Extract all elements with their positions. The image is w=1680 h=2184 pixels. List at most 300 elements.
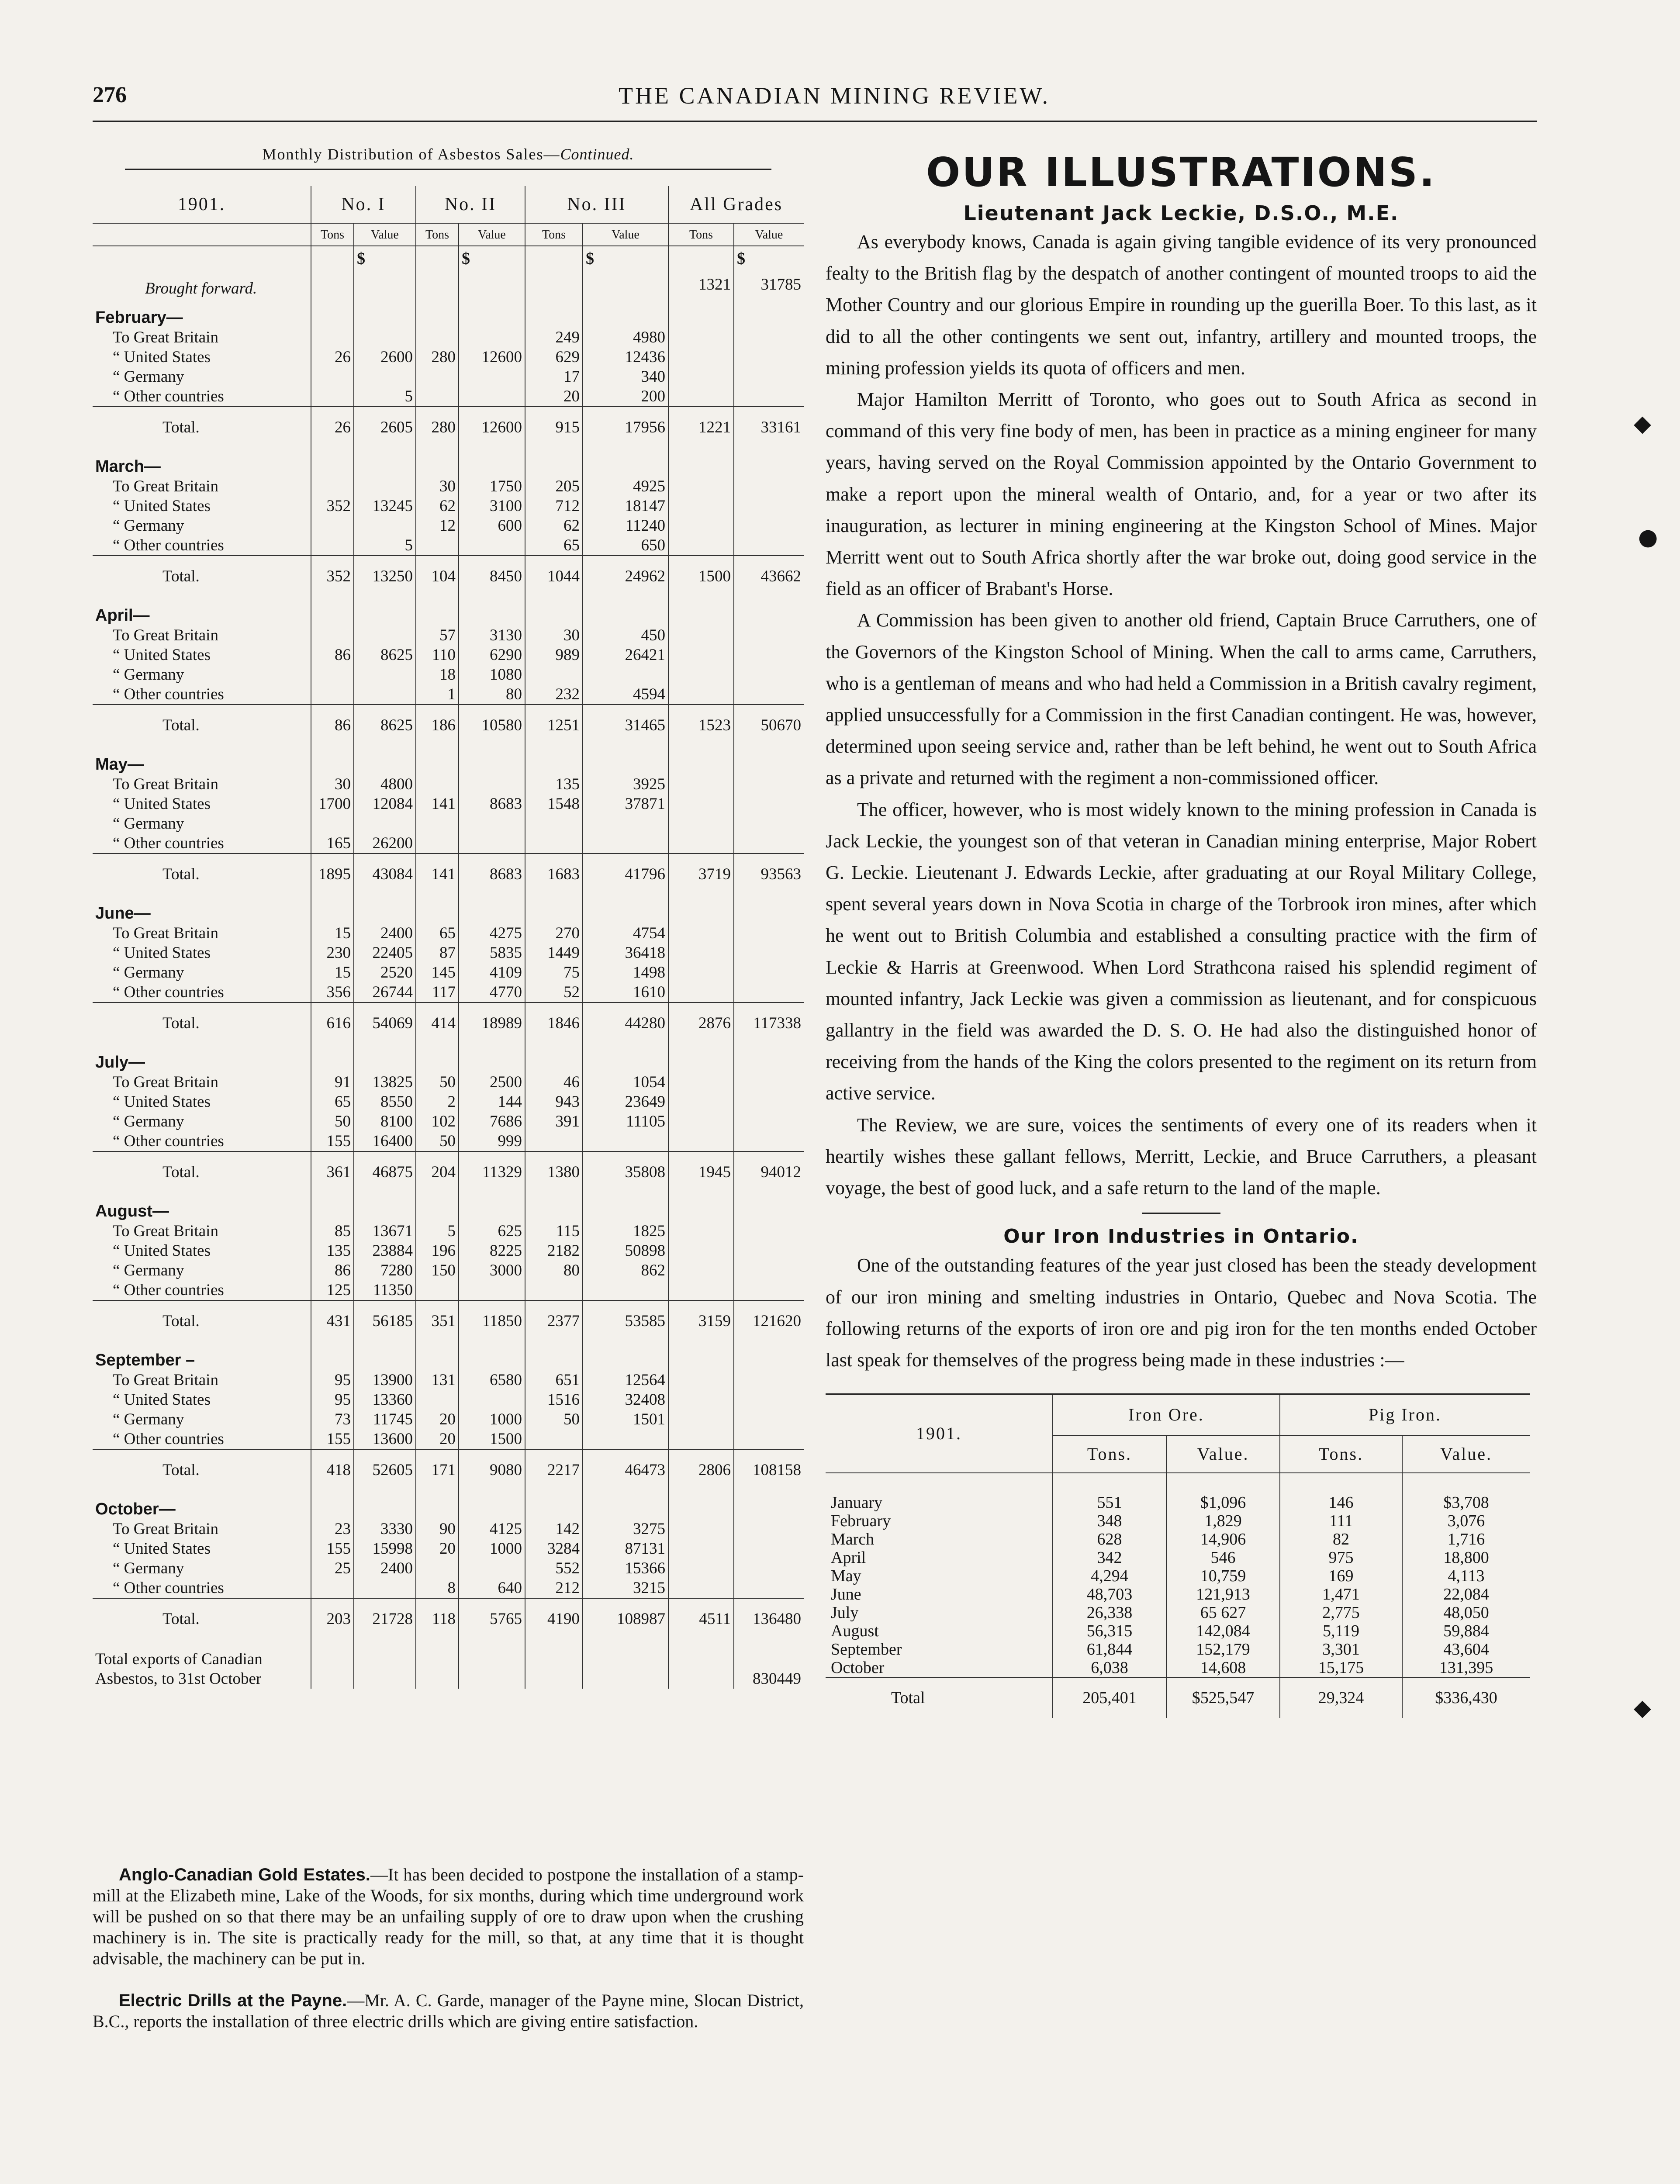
- total-cell: 8450: [459, 556, 525, 596]
- month-label: September: [831, 1640, 902, 1659]
- total-cell: 1221: [668, 407, 734, 447]
- empty-cell: [668, 1043, 734, 1072]
- total-cell: 50670: [734, 705, 804, 745]
- table-cell: $1,096: [1166, 1493, 1280, 1512]
- total-cell: 1945: [668, 1151, 734, 1192]
- destination-label: To Great Britain: [113, 1371, 218, 1389]
- table-cell: 80: [525, 1261, 583, 1280]
- empty-cell: [734, 774, 804, 794]
- destination-label: “ Other countries: [113, 1132, 224, 1150]
- total-cell: 1251: [525, 705, 583, 745]
- table-cell: [459, 1559, 525, 1578]
- table-cell: 62: [525, 516, 583, 536]
- destination-label: “ United States: [113, 348, 211, 366]
- table-cell: 342: [1053, 1548, 1166, 1567]
- table-cell: 20: [525, 387, 583, 407]
- table-cell: 551: [1053, 1493, 1166, 1512]
- total-cell: 4190: [525, 1598, 583, 1639]
- table-cell: [583, 665, 668, 684]
- empty-cell: [525, 745, 583, 774]
- table-cell: 22405: [354, 943, 416, 963]
- total-row: [93, 407, 804, 447]
- total-cell: 1380: [525, 1151, 583, 1192]
- empty-cell: [734, 1221, 804, 1241]
- total-cell: 3159: [668, 1300, 734, 1341]
- total-cell: 46875: [354, 1151, 416, 1192]
- total-cell: 280: [416, 407, 459, 447]
- subheader: Tons: [525, 223, 583, 246]
- empty-cell: [734, 1539, 804, 1559]
- total-cell: 915: [525, 407, 583, 447]
- empty-cell: [734, 982, 804, 1002]
- total-cell: 108987: [583, 1598, 668, 1639]
- table-cell: [583, 1429, 668, 1449]
- table-row: [826, 1512, 1530, 1530]
- table-cell: 352: [311, 496, 354, 516]
- empty-cell: [734, 328, 804, 347]
- total-row: [93, 556, 804, 596]
- total-cell: 118: [416, 1598, 459, 1639]
- empty-cell: [459, 1639, 525, 1689]
- empty-cell: [734, 387, 804, 407]
- empty-cell: [525, 1490, 583, 1519]
- total-row: [93, 854, 804, 894]
- dollar-row: [93, 246, 804, 271]
- table-cell: 3130: [459, 625, 525, 645]
- table-cell: 1,829: [1166, 1512, 1280, 1530]
- table-cell: [354, 684, 416, 705]
- empty-cell: [668, 745, 734, 774]
- table-cell: 629: [525, 347, 583, 367]
- iron-subheader: Tons.: [1053, 1435, 1166, 1473]
- iron-heading: Our Iron Industries in Ontario.: [1003, 1225, 1359, 1248]
- empty-cell: [734, 477, 804, 496]
- page-number: 276: [93, 83, 127, 107]
- empty-cell: [668, 1370, 734, 1390]
- table-row: [93, 387, 804, 407]
- empty-cell: [311, 1341, 354, 1370]
- total-cell: 2806: [668, 1449, 734, 1490]
- empty-cell: [583, 745, 668, 774]
- empty-cell: [734, 794, 804, 814]
- table-cell: 2,775: [1280, 1603, 1402, 1622]
- month-row: [93, 745, 804, 774]
- table-cell: 3,076: [1402, 1512, 1530, 1530]
- table-cell: 13360: [354, 1390, 416, 1410]
- table-cell: [354, 814, 416, 833]
- month-label: January: [831, 1493, 883, 1512]
- empty-cell: [734, 1131, 804, 1151]
- total-label: Total.: [93, 1151, 311, 1192]
- table-cell: 36418: [583, 943, 668, 963]
- subheader: Tons: [416, 223, 459, 246]
- destination-label: “ Germany: [113, 1261, 184, 1279]
- table-row: [93, 1370, 804, 1390]
- empty-cell: [734, 963, 804, 982]
- destination-label: “ United States: [113, 795, 211, 813]
- table-cell: 1500: [459, 1429, 525, 1449]
- table-cell: [416, 387, 459, 407]
- empty-cell: [354, 596, 416, 625]
- destination-label: “ Other countries: [113, 536, 224, 554]
- table-cell: 12084: [354, 794, 416, 814]
- total-cell: 54069: [354, 1002, 416, 1043]
- table-cell: 87131: [583, 1539, 668, 1559]
- empty-cell: [668, 982, 734, 1002]
- table-cell: [416, 1280, 459, 1300]
- total-cell: 8625: [354, 705, 416, 745]
- table-cell: 25: [311, 1559, 354, 1578]
- blank-subheader: [93, 223, 311, 246]
- total-cell: 1683: [525, 854, 583, 894]
- empty-cell: [668, 328, 734, 347]
- total-label: Total.: [93, 1598, 311, 1639]
- table-row: [93, 367, 804, 387]
- destination-label: “ United States: [113, 1540, 211, 1558]
- table-cell: 4,294: [1053, 1567, 1166, 1585]
- table-cell: 59,884: [1402, 1622, 1530, 1640]
- empty-cell: [416, 271, 459, 298]
- table-cell: 862: [583, 1261, 668, 1280]
- table-cell: 48,703: [1053, 1585, 1166, 1603]
- empty-cell: [826, 1473, 1053, 1493]
- total-cell: 352: [311, 556, 354, 596]
- empty-cell: [668, 1261, 734, 1280]
- table-cell: [416, 536, 459, 556]
- table-cell: 1548: [525, 794, 583, 814]
- empty-cell: [416, 894, 459, 923]
- table-cell: [416, 367, 459, 387]
- table-cell: 1610: [583, 982, 668, 1002]
- empty-cell: [459, 1043, 525, 1072]
- table-cell: 3925: [583, 774, 668, 794]
- dollar-sign: $: [583, 246, 668, 271]
- empty-cell: [734, 833, 804, 854]
- empty-cell: [734, 1578, 804, 1598]
- table-cell: 146: [1280, 1493, 1402, 1512]
- destination-label: “ Other countries: [113, 685, 224, 703]
- table-cell: 6,038: [1053, 1659, 1166, 1677]
- table-cell: 546: [1166, 1548, 1280, 1567]
- table-cell: 5: [354, 387, 416, 407]
- table-cell: 80: [459, 684, 525, 705]
- total-cell: 26: [311, 407, 354, 447]
- table-cell: [354, 1578, 416, 1598]
- table-cell: 23: [311, 1519, 354, 1539]
- table-cell: 200: [583, 387, 668, 407]
- table-row: [93, 982, 804, 1002]
- table-cell: 50: [416, 1131, 459, 1151]
- table-cell: [416, 328, 459, 347]
- table-cell: 142: [525, 1519, 583, 1539]
- destination-label: To Great Britain: [113, 775, 218, 793]
- total-cell: 1846: [525, 1002, 583, 1043]
- empty-cell: [459, 1192, 525, 1221]
- table-cell: 1054: [583, 1072, 668, 1092]
- empty-cell: [668, 1072, 734, 1092]
- section-rule: [1142, 1213, 1220, 1214]
- table-cell: 145: [416, 963, 459, 982]
- total-cell: 11329: [459, 1151, 525, 1192]
- table-cell: 5: [416, 1221, 459, 1241]
- table-cell: 1: [416, 684, 459, 705]
- table-cell: [416, 774, 459, 794]
- table-cell: 4,113: [1402, 1567, 1530, 1585]
- table-cell: [459, 536, 525, 556]
- empty-cell: [668, 665, 734, 684]
- total-label: Total.: [93, 556, 311, 596]
- month-label: September –: [95, 1351, 195, 1369]
- table-cell: 30: [525, 625, 583, 645]
- total-row: [93, 1002, 804, 1043]
- empty-cell: [525, 298, 583, 328]
- empty-cell: [1402, 1473, 1530, 1493]
- empty-cell: [668, 1410, 734, 1429]
- table-row: [93, 665, 804, 684]
- empty-cell: [668, 794, 734, 814]
- table-cell: 65: [525, 536, 583, 556]
- table-row: [93, 347, 804, 367]
- table-cell: 65: [416, 923, 459, 943]
- subheader: Value: [734, 223, 804, 246]
- empty-cell: [416, 1043, 459, 1072]
- table-row: [93, 1559, 804, 1578]
- destination-label: To Great Britain: [113, 1222, 218, 1240]
- iron-subheader: Tons.: [1280, 1435, 1402, 1473]
- total-cell: 351: [416, 1300, 459, 1341]
- table-cell: 196: [416, 1241, 459, 1261]
- table-row: [826, 1585, 1530, 1603]
- table-row: [93, 1578, 804, 1598]
- total-row: [826, 1677, 1530, 1718]
- destination-label: To Great Britain: [113, 1073, 218, 1091]
- empty-cell: [525, 1043, 583, 1072]
- table-cell: 155: [311, 1539, 354, 1559]
- total-cell: 35808: [583, 1151, 668, 1192]
- table-cell: 16400: [354, 1131, 416, 1151]
- destination-label: “ Germany: [113, 1559, 184, 1577]
- dollar-sign: $: [354, 246, 416, 271]
- total-cell: 31465: [583, 705, 668, 745]
- month-label: August: [831, 1622, 879, 1641]
- empty-cell: [93, 246, 311, 271]
- table-cell: 46: [525, 1072, 583, 1092]
- table-cell: 2: [416, 1092, 459, 1112]
- month-label: May: [831, 1567, 861, 1586]
- pig-iron-header: Pig Iron.: [1280, 1394, 1530, 1436]
- table-cell: 230: [311, 943, 354, 963]
- group-header-all: All Grades: [668, 186, 804, 223]
- table-row: [93, 536, 804, 556]
- table-cell: [311, 328, 354, 347]
- destination-label: “ Germany: [113, 517, 184, 535]
- empty-cell: [354, 1192, 416, 1221]
- total-row: [93, 1449, 804, 1490]
- table-cell: 20: [416, 1429, 459, 1449]
- table-cell: 989: [525, 645, 583, 665]
- table-cell: 75: [525, 963, 583, 982]
- table-cell: [354, 328, 416, 347]
- note-title: Anglo-Canadian Gold Estates.: [119, 1865, 370, 1884]
- table-cell: 600: [459, 516, 525, 536]
- total-cell: 616: [311, 1002, 354, 1043]
- empty-cell: [734, 923, 804, 943]
- empty-cell: [583, 1192, 668, 1221]
- destination-label: “ Other countries: [113, 1579, 224, 1597]
- month-label: February: [831, 1512, 891, 1531]
- empty-cell: [734, 1112, 804, 1131]
- table-cell: 26744: [354, 982, 416, 1002]
- table-cell: 15,175: [1280, 1659, 1402, 1677]
- empty-cell: [734, 1241, 804, 1261]
- total-cell: 108158: [734, 1449, 804, 1490]
- table-row: [93, 774, 804, 794]
- table-cell: 625: [459, 1221, 525, 1241]
- empty-cell: [734, 814, 804, 833]
- month-row: [93, 298, 804, 328]
- table-cell: [525, 1131, 583, 1151]
- empty-cell: [668, 1092, 734, 1112]
- table-cell: 348: [1053, 1512, 1166, 1530]
- table-cell: 85: [311, 1221, 354, 1241]
- table-cell: 1750: [459, 477, 525, 496]
- table-cell: 4754: [583, 923, 668, 943]
- empty-cell: [668, 1221, 734, 1241]
- table-cell: 3284: [525, 1539, 583, 1559]
- total-cell: 5765: [459, 1598, 525, 1639]
- empty-cell: [734, 516, 804, 536]
- empty-cell: [734, 298, 804, 328]
- brought-forward-label: Brought forward.: [145, 280, 257, 297]
- month-label: February—: [95, 308, 183, 327]
- total-cell: 41796: [583, 854, 668, 894]
- table-row: [826, 1567, 1530, 1585]
- table-cell: 125: [311, 1280, 354, 1300]
- note-electric-drills: [93, 1990, 804, 2032]
- group-header-no3: No. III: [525, 186, 668, 223]
- table-cell: 1449: [525, 943, 583, 963]
- empty-cell: [668, 774, 734, 794]
- table-cell: 4109: [459, 963, 525, 982]
- table-cell: 943: [525, 1092, 583, 1112]
- total-cell: 1500: [668, 556, 734, 596]
- table-cell: 95: [311, 1370, 354, 1390]
- empty-cell: [734, 665, 804, 684]
- table-cell: 26: [311, 347, 354, 367]
- total-label: Total.: [93, 854, 311, 894]
- table-cell: 280: [416, 347, 459, 367]
- table-row: [93, 1410, 804, 1429]
- table-cell: 11745: [354, 1410, 416, 1429]
- empty-cell: [734, 536, 804, 556]
- empty-cell: [459, 447, 525, 477]
- destination-label: “ United States: [113, 944, 211, 962]
- total-cell: 117338: [734, 1002, 804, 1043]
- table-cell: 3275: [583, 1519, 668, 1539]
- table-cell: 135: [525, 774, 583, 794]
- total-cell: 46473: [583, 1449, 668, 1490]
- iron-subheader: Value.: [1402, 1435, 1530, 1473]
- table-cell: 8683: [459, 794, 525, 814]
- table-cell: 50: [416, 1072, 459, 1092]
- table-cell: 2400: [354, 1559, 416, 1578]
- total-cell: 205,401: [1053, 1677, 1166, 1718]
- iron-table-body: [826, 1473, 1530, 1718]
- month-label: April—: [95, 606, 150, 625]
- table-cell: 13825: [354, 1072, 416, 1092]
- empty-cell: [416, 246, 459, 271]
- total-cell: 8683: [459, 854, 525, 894]
- empty-cell: [668, 1390, 734, 1410]
- table-row: [93, 1221, 804, 1241]
- empty-cell: [583, 596, 668, 625]
- table-cell: 1321: [668, 271, 734, 298]
- total-cell: 11850: [459, 1300, 525, 1341]
- empty-cell: [583, 1490, 668, 1519]
- empty-cell: [416, 1192, 459, 1221]
- total-cell: 2605: [354, 407, 416, 447]
- total-cell: 53585: [583, 1300, 668, 1341]
- table-cell: 4770: [459, 982, 525, 1002]
- table-cell: 232: [525, 684, 583, 705]
- table-row: [826, 1659, 1530, 1677]
- total-cell: 2377: [525, 1300, 583, 1341]
- table-cell: 712: [525, 496, 583, 516]
- article-title: OUR ILLUSTRATIONS.: [926, 149, 1436, 196]
- table-cell: [311, 625, 354, 645]
- table-row: [93, 1539, 804, 1559]
- destination-label: “ Other countries: [113, 1430, 224, 1448]
- empty-cell: [525, 1192, 583, 1221]
- table-cell: [416, 833, 459, 854]
- empty-cell: [583, 1043, 668, 1072]
- empty-cell: [525, 894, 583, 923]
- empty-cell: [734, 684, 804, 705]
- table-row: [93, 814, 804, 833]
- total-cell: 93563: [734, 854, 804, 894]
- destination-label: To Great Britain: [113, 328, 218, 346]
- empty-cell: [668, 963, 734, 982]
- empty-cell: [668, 536, 734, 556]
- month-row: [93, 894, 804, 923]
- table-cell: [311, 477, 354, 496]
- empty-cell: [668, 347, 734, 367]
- table-cell: [459, 387, 525, 407]
- empty-cell: [354, 1043, 416, 1072]
- table-cell: 13671: [354, 1221, 416, 1241]
- year-header: 1901.: [93, 186, 311, 223]
- destination-label: “ Other countries: [113, 834, 224, 852]
- table-cell: [311, 814, 354, 833]
- table-row: [93, 684, 804, 705]
- empty-cell: [668, 1559, 734, 1578]
- empty-cell: [734, 1410, 804, 1429]
- total-label: Total.: [93, 1449, 311, 1490]
- total-cell: 2876: [668, 1002, 734, 1043]
- empty-cell: [668, 596, 734, 625]
- table-row: [93, 1092, 804, 1112]
- destination-label: “ Other countries: [113, 1281, 224, 1299]
- empty-cell: [583, 271, 668, 298]
- month-label: August—: [95, 1202, 169, 1220]
- month-label: March: [831, 1530, 875, 1549]
- total-cell: 86: [311, 705, 354, 745]
- empty-cell: [734, 1429, 804, 1449]
- table-cell: 3000: [459, 1261, 525, 1280]
- table-cell: 131: [416, 1370, 459, 1390]
- month-label: June—: [95, 904, 151, 923]
- table-row: [93, 328, 804, 347]
